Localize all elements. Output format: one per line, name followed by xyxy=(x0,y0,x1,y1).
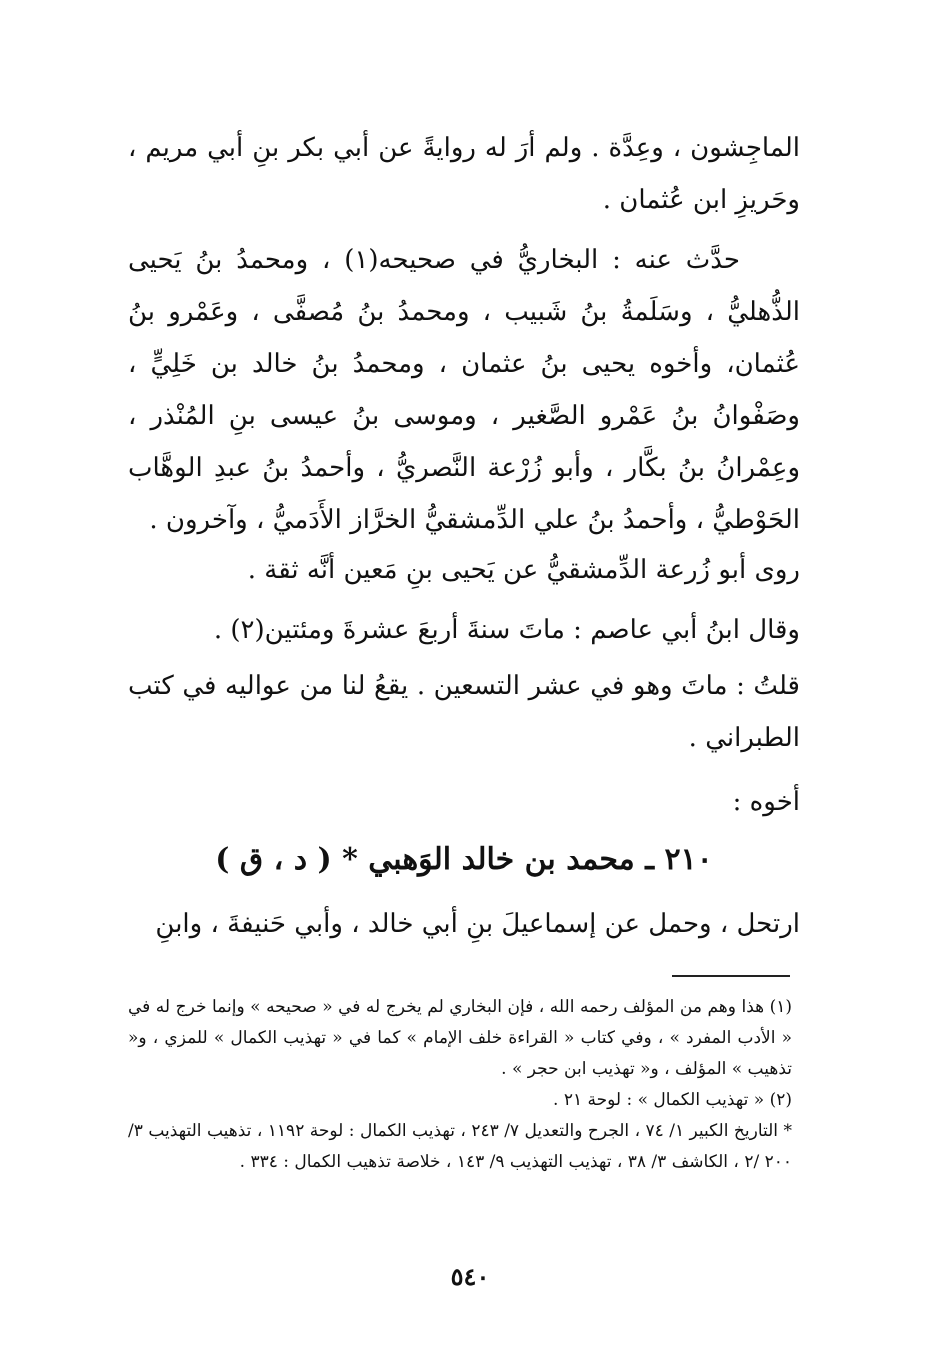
entry-heading: ٢١٠ ـ محمد بن خالد الوَهبي * ( د ، ق ) xyxy=(215,842,713,877)
paragraph-entry-start: ارتحل ، وحمل عن إسماعيلَ بنِ أبي خالد ، وأبي حَنيفةَ ، وابنِ xyxy=(155,909,800,939)
paragraph-abu-zura: روى أبو زُرعة الدِّمشقيُّ عن يَحيى بنِ مَعين أنَّه ثقة . xyxy=(247,555,800,585)
footnote-divider xyxy=(672,975,790,977)
paragraph-continuation: الماجِشون ، وعِدَّة . ولم أرَ له روايةً عن أبي بكر بنِ أبي مريم ، وحَريزِ ابن عُثمان . xyxy=(128,133,800,215)
paragraph-ibn-abi-asim: وقال ابنُ أبي عاصم : ماتَ سنةَ أربعَ عشرةَ ومئتين(٢) . xyxy=(213,615,800,645)
footnote-2: (٢) « تهذيب الكمال » : لوحة ٢١ . xyxy=(553,1090,792,1110)
footnote-1: (١) هذا وهم من المؤلف رحمه الله ، فإن البخاري لم يخرج له في « صحيحه » وإنما خرج له في « الأدب المفرد » ، وفي كتاب « القراءة خلف الإمام » كما في « تهذيب الكمال » للمزي ، و« تذهيب » المؤلف ، و« تهذيب ابن حجر » . xyxy=(128,997,792,1079)
footnotes xyxy=(128,992,792,1178)
page-number: ٥٤٠ xyxy=(450,1262,490,1291)
paragraph-author-note: قلتُ : ماتَ وهو في عشر التسعين . يقعُ لنا من عواليه في كتب الطبراني . xyxy=(128,671,800,753)
paragraph-brother: أخوه : xyxy=(732,787,800,817)
paragraph-narrators: حدَّث عنه : البخاريُّ في صحيحه(١) ، ومحمدُ بنُ يَحيى الذُّهليُّ ، وسَلَمةُ بنُ شَبيب ، ومحمدُ بنُ مُصفَّى ، وعَمْرو بنُ عُثمان، وأخوه يحيى بنُ عثمان ، ومحمدُ بنُ خالد بن خَلِيٍّ ، وصَفْوانُ بنُ عَمْرو الصَّغير ، وموسى بنُ عيسى بنِ المُنْذر ، وعِمْرانُ بنُ بكَّار ، وأبو زُرْعة النَّصريُّ ، وأحمدُ بنُ عبدِ الوهَّاب الحَوْطيُّ ، وأحمدُ بنُ علي الدِّمشقيُّ الخرَّاز الأَدَميُّ ، وآخرون . xyxy=(128,245,800,535)
footnote-sources: * التاريخ الكبير ١/ ٧٤ ، الجرح والتعديل ٧/ ٢٤٣ ، تهذيب الكمال : لوحة ١١٩٢ ، تذهيب التهذيب ٣/ ٢٠٠ /٢ ، الكاشف ٣/ ٣٨ ، تهذيب التهذيب ٩/ ١٤٣ ، خلاصة تذهيب الكمال : ٣٣٤ . xyxy=(128,1121,792,1172)
